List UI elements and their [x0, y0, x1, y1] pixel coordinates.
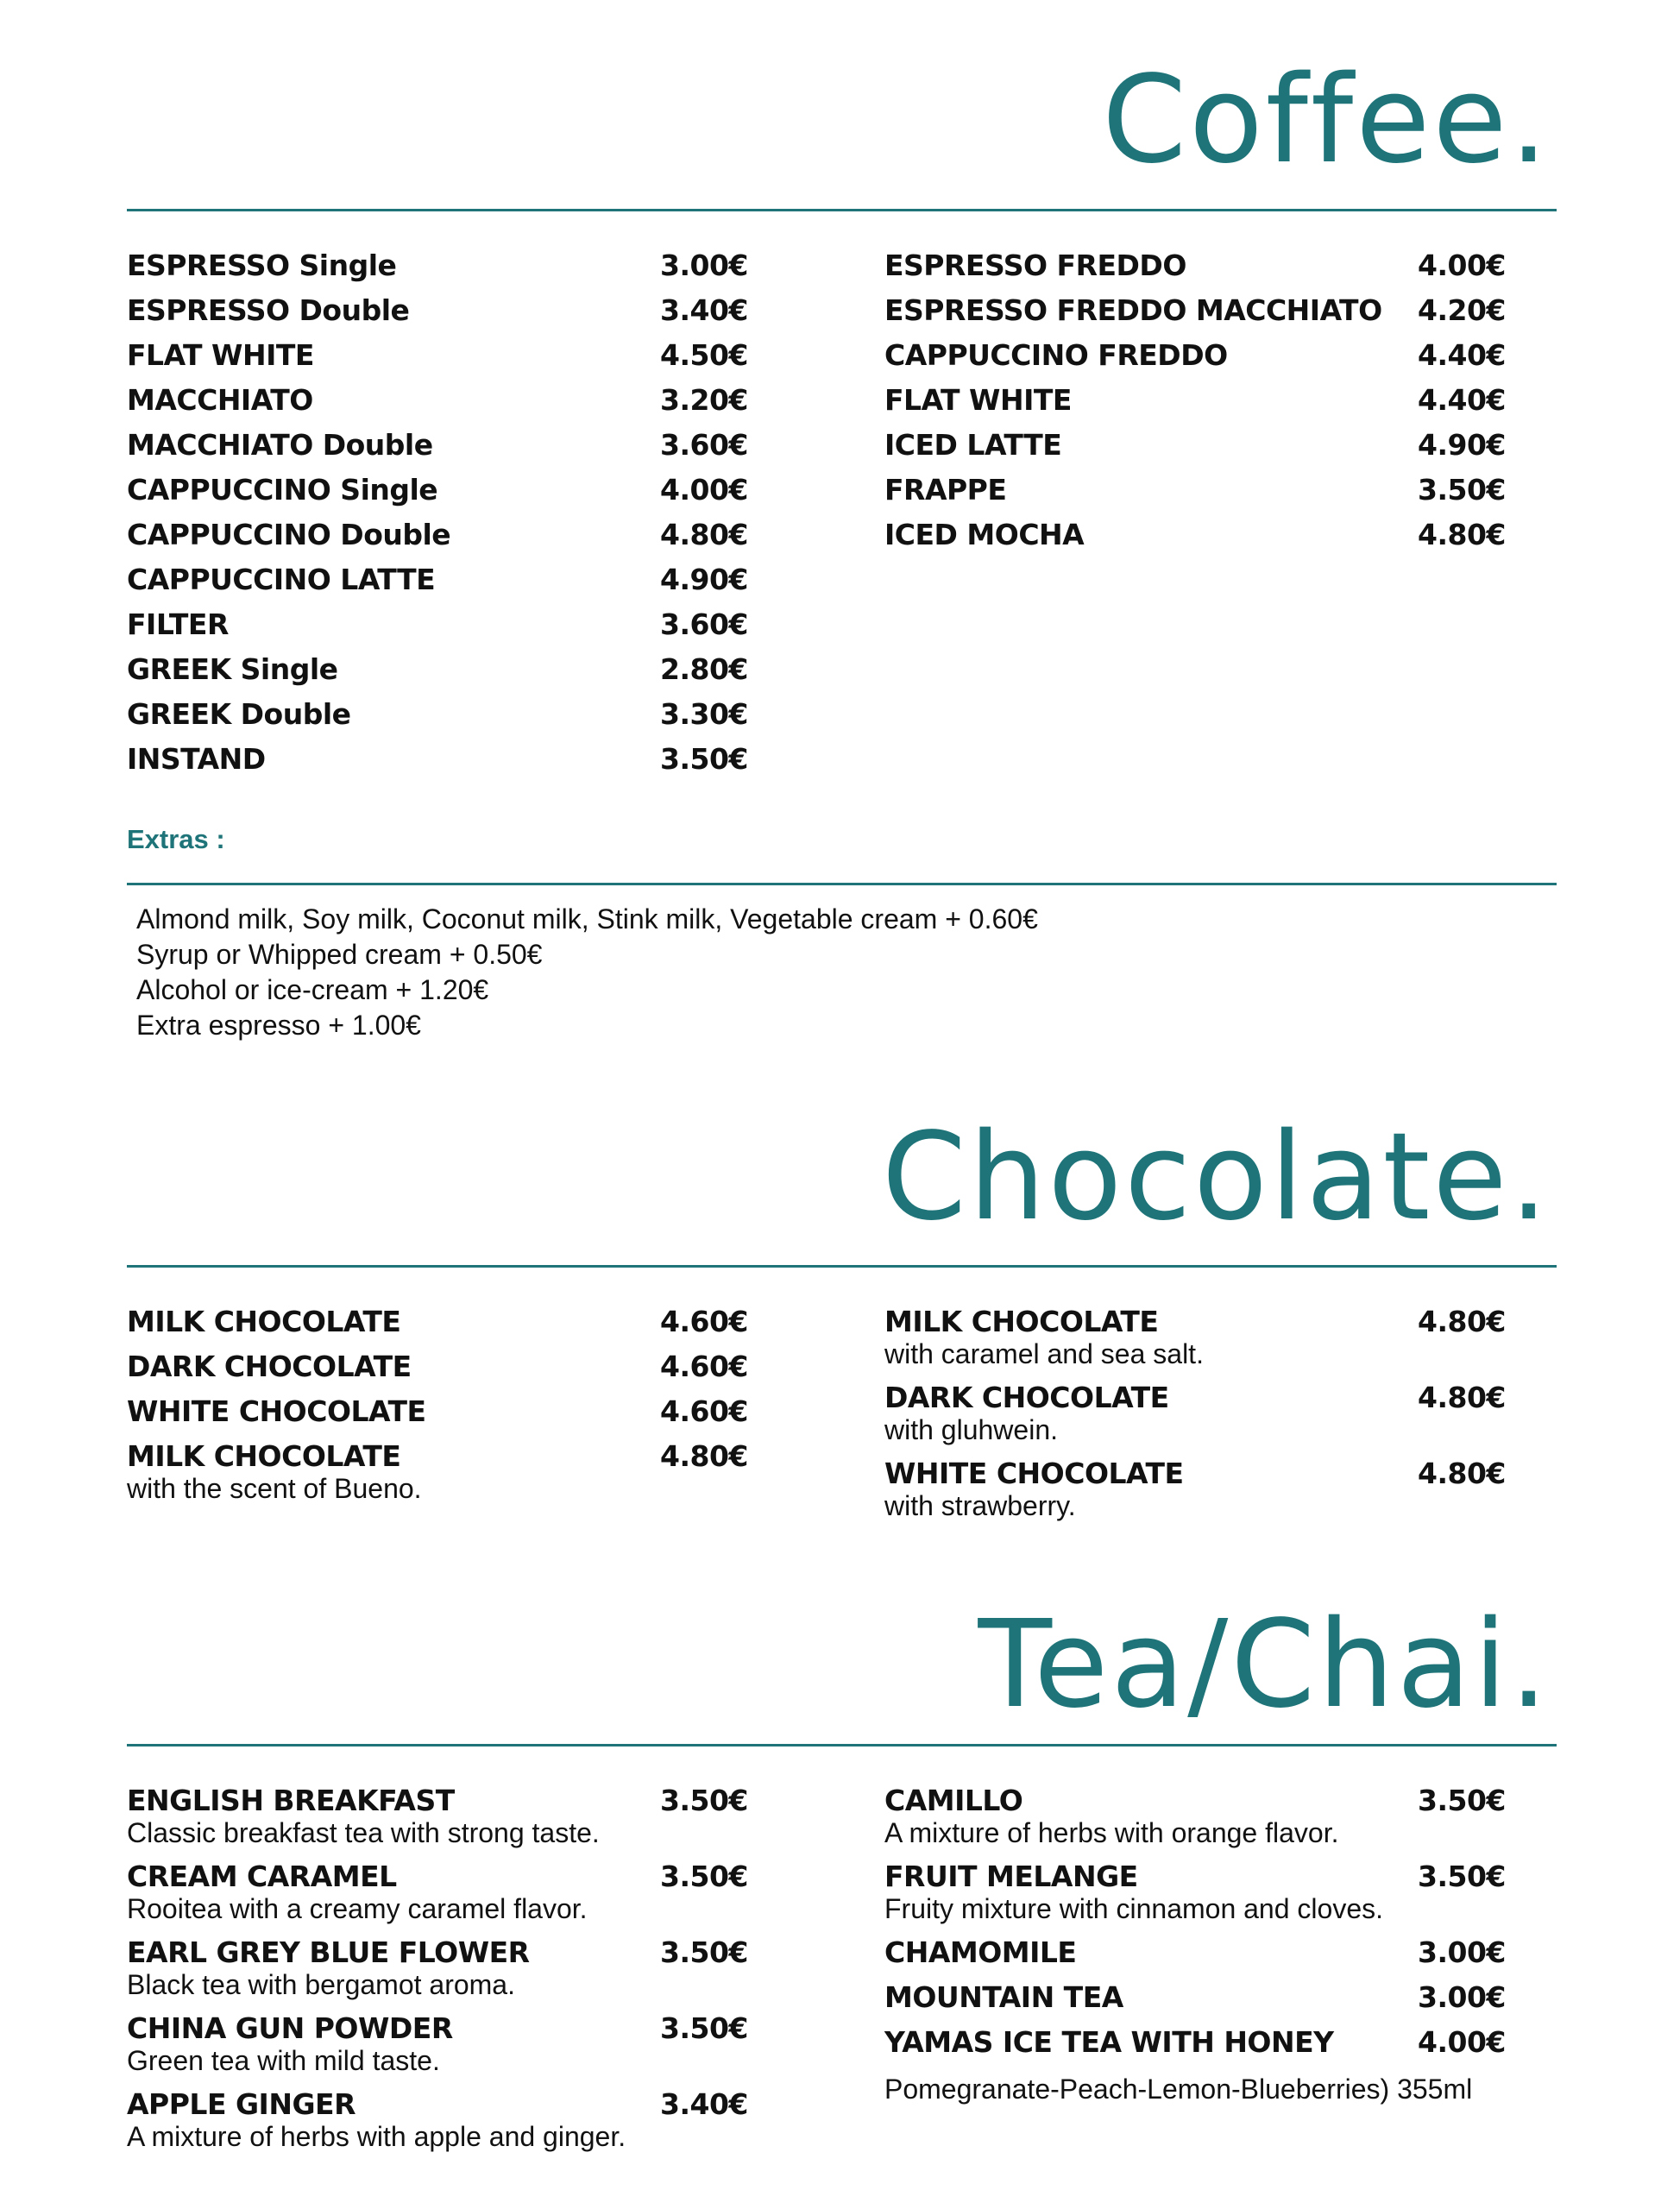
item-price: 3.00€ [660, 249, 748, 282]
item-description: with the scent of Bueno. [127, 1473, 422, 1504]
item-price: 3.50€ [1418, 473, 1506, 507]
item-price: 4.80€ [660, 518, 748, 551]
item-price: 3.60€ [660, 428, 748, 462]
item-name: CREAM CARAMEL [127, 1860, 397, 1893]
item-price: 4.80€ [1418, 1457, 1506, 1490]
menu-item [127, 1300, 748, 1344]
menu-item [884, 288, 1506, 333]
menu-item [884, 243, 1506, 288]
chocolate-right-column [884, 1300, 1506, 1527]
chocolate-title: Chocolate. [882, 1107, 1551, 1248]
item-name: CAPPUCCINO Single [127, 473, 438, 507]
item-name: FLAT WHITE [127, 338, 314, 372]
tea-left-column [127, 1778, 748, 2158]
item-price: 4.40€ [1418, 383, 1506, 417]
item-name: MILK CHOCOLATE [127, 1305, 401, 1338]
menu-item [884, 423, 1506, 468]
coffee-divider [127, 209, 1557, 211]
item-price: 4.20€ [1418, 293, 1506, 327]
item-price: 4.60€ [660, 1350, 748, 1383]
item-description: Classic breakfast tea with strong taste. [127, 1817, 600, 1848]
menu-item [884, 378, 1506, 423]
coffee-right-column [884, 243, 1506, 557]
menu-item [127, 468, 748, 513]
item-price: 3.60€ [660, 607, 748, 641]
item-name: EARL GREY BLUE FLOWER [127, 1935, 530, 1969]
item-name: GREEK Single [127, 652, 338, 686]
item-price: 4.00€ [660, 473, 748, 507]
item-name: CHINA GUN POWDER [127, 2011, 453, 2045]
item-description: with strawberry. [884, 1490, 1076, 1521]
menu-item [127, 692, 748, 737]
item-name: INSTAND [127, 742, 266, 776]
item-name: ICED MOCHA [884, 518, 1085, 551]
item-description: Black tea with bergamot aroma. [127, 1969, 515, 2000]
item-name: CAPPUCCINO FREDDO [884, 338, 1228, 372]
item-name: CAPPUCCINO LATTE [127, 563, 436, 596]
item-name: ESPRESSO Double [127, 293, 410, 327]
item-description: with caramel and sea salt. [884, 1338, 1204, 1369]
item-name: FLAT WHITE [884, 383, 1072, 417]
item-name: ESPRESSO FREDDO MACCHIATO [884, 293, 1382, 327]
menu-item [127, 333, 748, 378]
menu-item [127, 602, 748, 647]
item-name: ESPRESSO Single [127, 249, 397, 282]
item-price: 3.40€ [660, 2087, 748, 2121]
menu-item [884, 1375, 1506, 1446]
tea-right-items [884, 1778, 1506, 2065]
item-name: WHITE CHOCOLATE [884, 1457, 1184, 1490]
item-description: with gluhwein. [884, 1414, 1058, 1445]
menu-item [127, 423, 748, 468]
item-price: 3.40€ [660, 293, 748, 327]
menu-item [884, 333, 1506, 378]
extras-divider [127, 883, 1557, 885]
item-name: MACCHIATO Double [127, 428, 433, 462]
menu-item [884, 1975, 1506, 2020]
item-price: 3.20€ [660, 383, 748, 417]
menu-item [127, 2082, 748, 2153]
item-price: 4.60€ [660, 1305, 748, 1338]
item-name: MILK CHOCOLATE [127, 1439, 401, 1473]
item-price: 4.90€ [1418, 428, 1506, 462]
coffee-left-column [127, 243, 748, 782]
menu-item [127, 647, 748, 692]
extras-list [136, 902, 1038, 1043]
item-name: ENGLISH BREAKFAST [127, 1784, 455, 1817]
item-name: DARK CHOCOLATE [884, 1381, 1169, 1414]
item-name: GREEK Double [127, 697, 351, 731]
item-price: 3.30€ [660, 697, 748, 731]
menu-item [127, 1434, 748, 1505]
menu-item [127, 288, 748, 333]
tea-divider [127, 1744, 1557, 1746]
menu-item [884, 513, 1506, 557]
coffee-title: Coffee. [1102, 50, 1551, 191]
menu-item [127, 1930, 748, 2001]
menu-item [884, 1930, 1506, 1975]
item-price: 4.50€ [660, 338, 748, 372]
item-price: 3.00€ [1418, 1980, 1506, 2014]
menu-item [127, 2006, 748, 2077]
extras-line: Syrup or Whipped cream + 0.50€ [136, 939, 543, 970]
item-name: MILK CHOCOLATE [884, 1305, 1159, 1338]
item-name: CHAMOMILE [884, 1935, 1077, 1969]
tea-title: Tea/Chai. [978, 1595, 1551, 1735]
menu-item [127, 513, 748, 557]
item-price: 4.80€ [1418, 1305, 1506, 1338]
item-price: 3.50€ [660, 2011, 748, 2045]
menu-item [127, 1854, 748, 1925]
item-name: CAPPUCCINO Double [127, 518, 451, 551]
item-name: FRUIT MELANGE [884, 1860, 1138, 1893]
menu-item [127, 1778, 748, 1849]
menu-item [884, 1854, 1506, 1925]
tea-footnote: Pomegranate-Peach-Lemon-Blueberries) 355ml [884, 2074, 1473, 2105]
menu-item [127, 243, 748, 288]
item-description: A mixture of herbs with apple and ginger. [127, 2121, 626, 2152]
chocolate-left-column [127, 1300, 748, 1510]
menu-item [884, 1778, 1506, 1849]
item-price: 4.00€ [1418, 2025, 1506, 2059]
item-price: 3.50€ [660, 742, 748, 776]
item-name: DARK CHOCOLATE [127, 1350, 412, 1383]
item-price: 4.40€ [1418, 338, 1506, 372]
item-name: MACCHIATO [127, 383, 313, 417]
extras-line: Extra espresso + 1.00€ [136, 1010, 421, 1041]
menu-item [127, 1389, 748, 1434]
item-price: 3.50€ [660, 1860, 748, 1893]
menu-item [884, 468, 1506, 513]
item-price: 2.80€ [660, 652, 748, 686]
item-description: Green tea with mild taste. [127, 2045, 440, 2076]
menu-item [127, 737, 748, 782]
item-description: Fruity mixture with cinnamon and cloves. [884, 1893, 1383, 1924]
extras-heading: Extras : [127, 824, 225, 854]
menu-item [884, 2020, 1506, 2065]
item-price: 4.80€ [660, 1439, 748, 1473]
item-name: WHITE CHOCOLATE [127, 1394, 426, 1428]
item-description: Rooitea with a creamy caramel flavor. [127, 1893, 588, 1924]
item-name: YAMAS ICE TEA WITH HONEY [884, 2025, 1334, 2059]
item-price: 4.60€ [660, 1394, 748, 1428]
extras-line: Almond milk, Soy milk, Coconut milk, Stink milk, Vegetable cream + 0.60€ [136, 903, 1038, 935]
item-price: 4.80€ [1418, 518, 1506, 551]
menu-item [127, 378, 748, 423]
item-price: 4.80€ [1418, 1381, 1506, 1414]
item-price: 4.00€ [1418, 249, 1506, 282]
item-name: ESPRESSO FREDDO [884, 249, 1186, 282]
item-price: 3.00€ [1418, 1935, 1506, 1969]
item-name: ICED LATTE [884, 428, 1062, 462]
tea-right-column [884, 1778, 1506, 2106]
menu-item [127, 1344, 748, 1389]
menu-item [884, 1300, 1506, 1370]
menu-item [884, 1451, 1506, 1522]
item-price: 4.90€ [660, 563, 748, 596]
item-price: 3.50€ [660, 1935, 748, 1969]
item-price: 3.50€ [1418, 1860, 1506, 1893]
item-name: APPLE GINGER [127, 2087, 356, 2121]
item-name: CAMILLO [884, 1784, 1023, 1817]
menu-item [127, 557, 748, 602]
chocolate-divider [127, 1265, 1557, 1268]
extras-line: Alcohol or ice-cream + 1.20€ [136, 974, 489, 1005]
item-price: 3.50€ [660, 1784, 748, 1817]
item-name: FRAPPE [884, 473, 1007, 507]
item-price: 3.50€ [1418, 1784, 1506, 1817]
item-name: FILTER [127, 607, 229, 641]
item-name: MOUNTAIN TEA [884, 1980, 1123, 2014]
item-description: A mixture of herbs with orange flavor. [884, 1817, 1339, 1848]
